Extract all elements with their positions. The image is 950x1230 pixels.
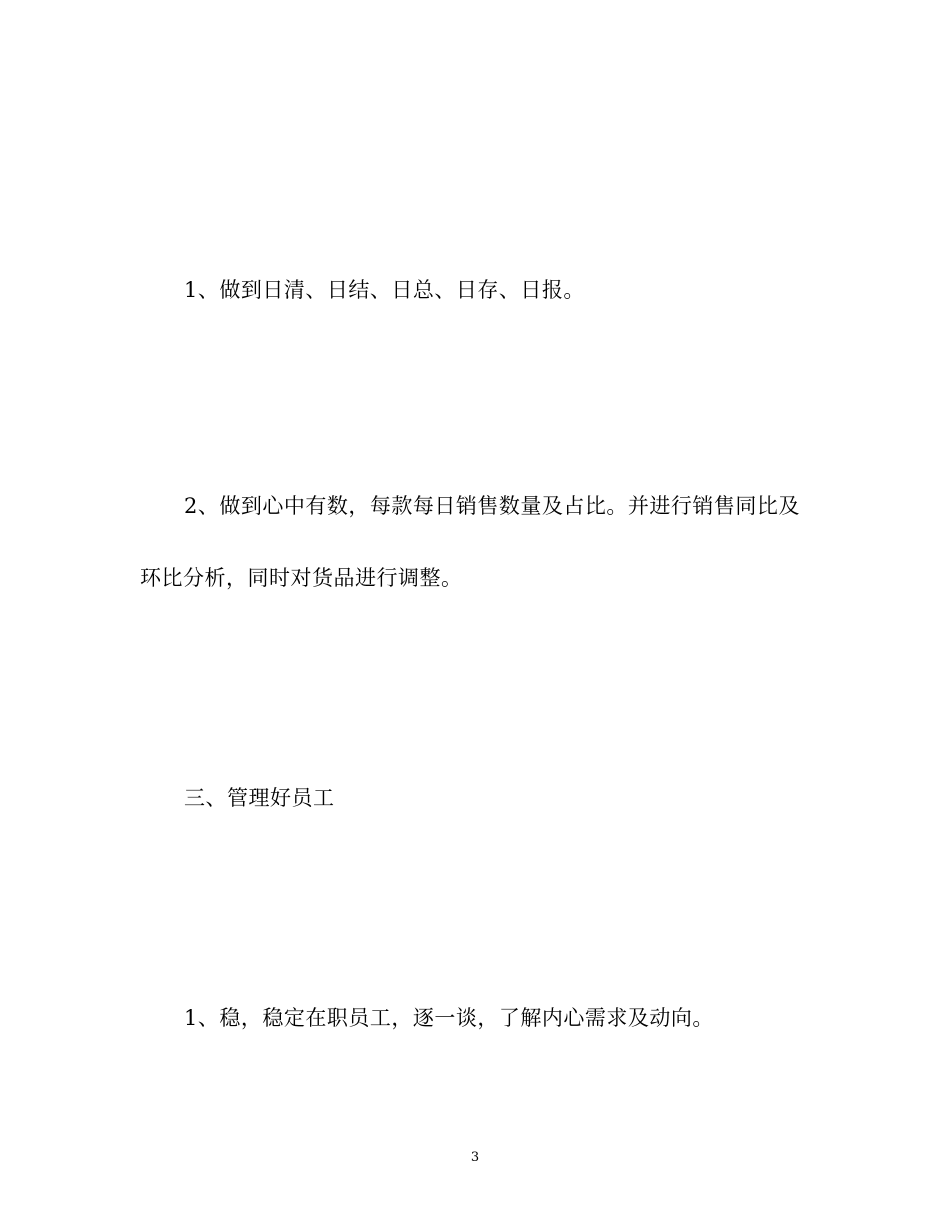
paragraph-stabilize-staff: 1、稳，稳定在职员工，逐一谈，了解内心需求及动向。 [184, 1006, 714, 1030]
page-number: 3 [470, 1150, 480, 1165]
paragraph-sales-analysis: 2、做到心中有数，每款每日销售数量及占比。并进行销售同比及环比分析，同时对货品进行调整。 [140, 494, 800, 590]
section-heading-manage-staff: 三、管理好员工 [184, 786, 335, 810]
paragraph-daily-tasks: 1、做到日清、日结、日总、日存、日报。 [184, 278, 585, 302]
